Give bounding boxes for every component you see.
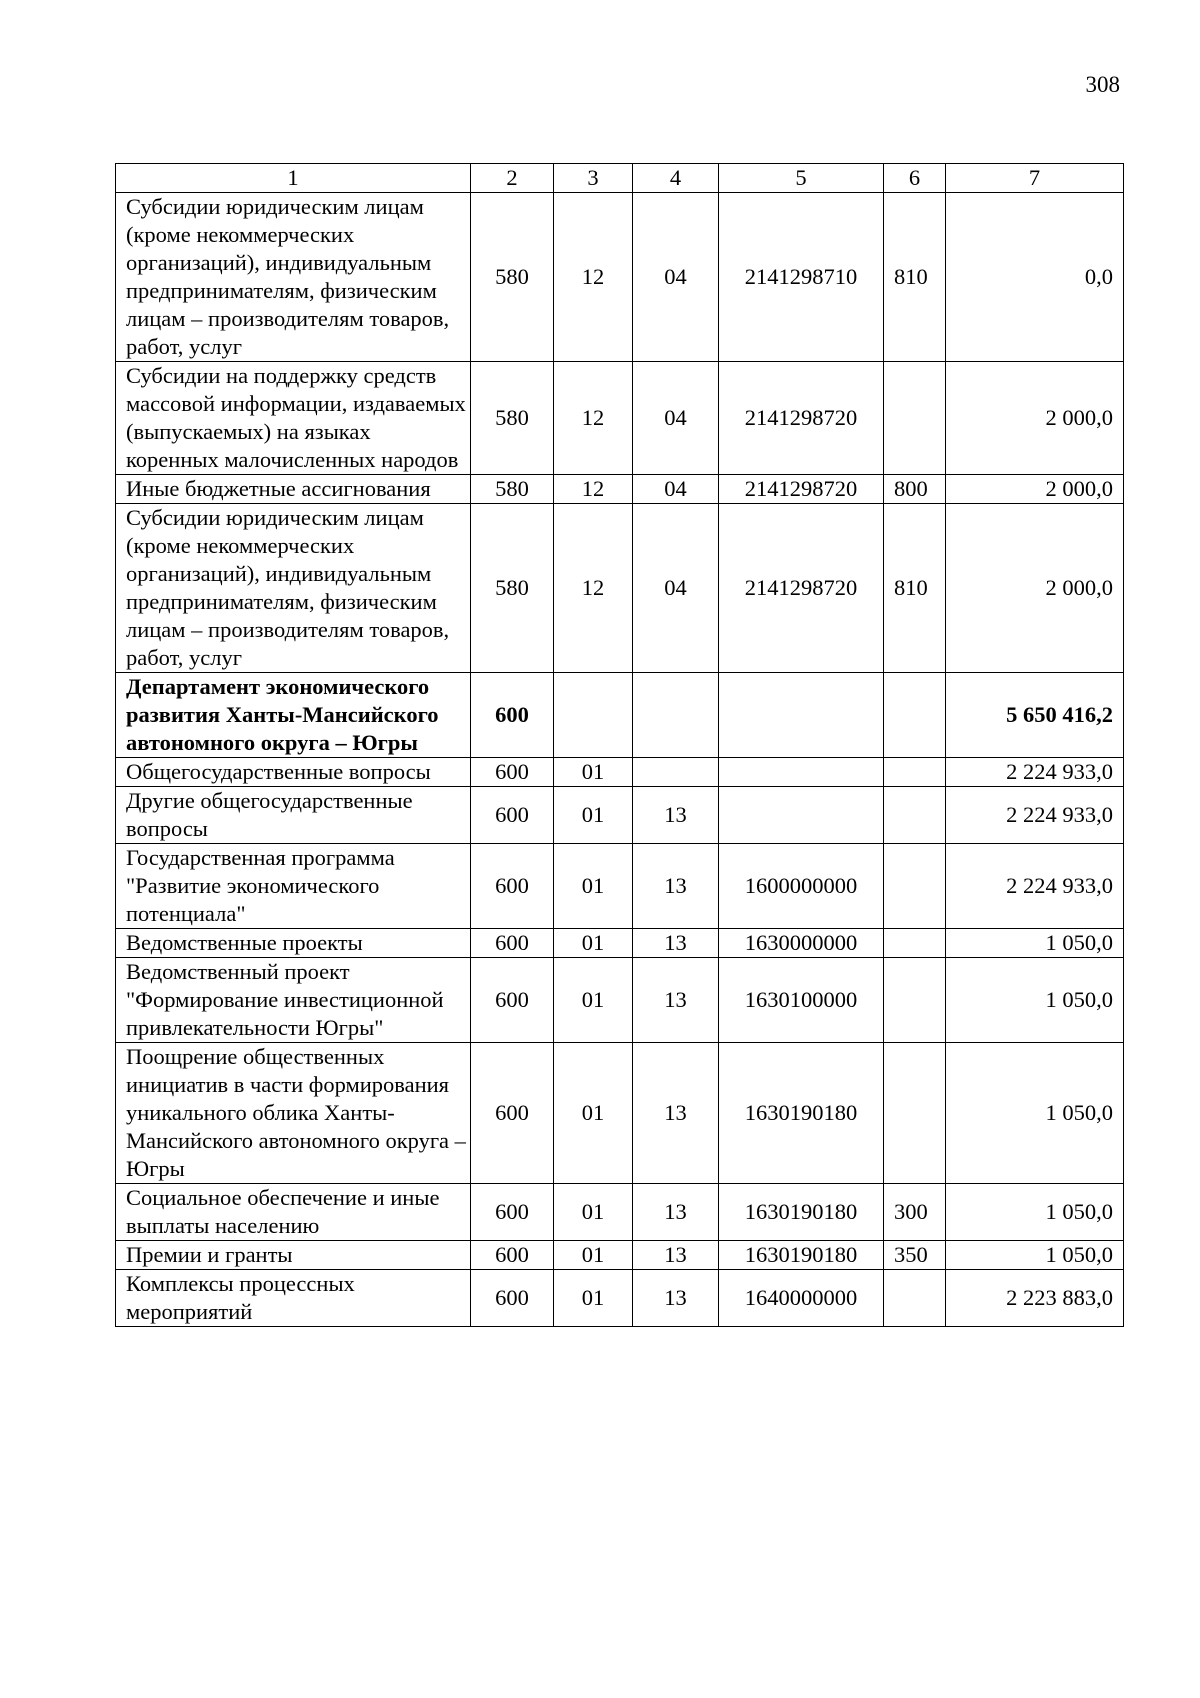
cell-col-6: 800 (884, 475, 946, 504)
cell-name: Департамент экономического развития Ханты-Мансийского автономного округа – Югры (116, 673, 471, 758)
table-row (116, 1184, 1124, 1241)
cell-col-3: 01 (554, 1043, 633, 1184)
cell-col-3 (554, 673, 633, 758)
cell-name: Ведомственные проекты (116, 929, 471, 958)
table-row (116, 673, 1124, 758)
cell-col-5: 1630190180 (719, 1043, 884, 1184)
header-col-2: 2 (471, 164, 554, 193)
cell-amount: 5 650 416,2 (946, 673, 1124, 758)
cell-col-3: 12 (554, 504, 633, 673)
cell-name: Субсидии юридическим лицам (кроме некоммерческих организаций), индивидуальным предпринимателям, физическим лицам – производителям товаров, работ, услуг (116, 504, 471, 673)
cell-col-3: 01 (554, 929, 633, 958)
page-number: 308 (1085, 72, 1120, 97)
table-row (116, 475, 1124, 504)
cell-col-2: 580 (471, 193, 554, 362)
cell-col-4 (633, 758, 719, 787)
cell-col-6 (884, 673, 946, 758)
cell-col-4: 13 (633, 958, 719, 1043)
table-row (116, 1270, 1124, 1327)
table-row (116, 504, 1124, 673)
cell-col-2: 600 (471, 844, 554, 929)
cell-name: Субсидии юридическим лицам (кроме некоммерческих организаций), индивидуальным предпринимателям, физическим лицам – производителям товаров, работ, услуг (116, 193, 471, 362)
cell-name: Социальное обеспечение и иные выплаты населению (116, 1184, 471, 1241)
cell-col-5: 1630100000 (719, 958, 884, 1043)
cell-col-3: 12 (554, 193, 633, 362)
cell-col-2: 600 (471, 758, 554, 787)
cell-col-4: 04 (633, 475, 719, 504)
table-row (116, 844, 1124, 929)
cell-col-6 (884, 929, 946, 958)
cell-amount: 1 050,0 (946, 929, 1124, 958)
table-row (116, 193, 1124, 362)
header-col-3: 3 (554, 164, 633, 193)
cell-col-2: 600 (471, 1270, 554, 1327)
table-row (116, 787, 1124, 844)
cell-col-5: 1630190180 (719, 1184, 884, 1241)
cell-col-3: 01 (554, 1184, 633, 1241)
cell-amount: 1 050,0 (946, 958, 1124, 1043)
table-row (116, 758, 1124, 787)
cell-name: Субсидии на поддержку средств массовой информации, издаваемых (выпускаемых) на языках коренных малочисленных народов (116, 362, 471, 475)
cell-col-3: 01 (554, 844, 633, 929)
table-header (116, 164, 1124, 193)
cell-col-2: 580 (471, 475, 554, 504)
cell-col-6 (884, 362, 946, 475)
cell-col-4: 13 (633, 1043, 719, 1184)
header-col-6: 6 (884, 164, 946, 193)
cell-col-4: 04 (633, 193, 719, 362)
cell-col-6: 810 (884, 504, 946, 673)
cell-col-3: 12 (554, 475, 633, 504)
cell-amount: 2 224 933,0 (946, 787, 1124, 844)
cell-amount: 2 000,0 (946, 362, 1124, 475)
cell-name: Ведомственный проект "Формирование инвестиционной привлекательности Югры" (116, 958, 471, 1043)
cell-col-4: 13 (633, 1184, 719, 1241)
cell-col-2: 600 (471, 1184, 554, 1241)
cell-col-3: 01 (554, 758, 633, 787)
cell-col-5 (719, 758, 884, 787)
cell-amount: 2 224 933,0 (946, 844, 1124, 929)
cell-col-2: 600 (471, 673, 554, 758)
header-col-4: 4 (633, 164, 719, 193)
cell-col-4: 04 (633, 504, 719, 673)
header-col-5: 5 (719, 164, 884, 193)
cell-name: Иные бюджетные ассигнования (116, 475, 471, 504)
cell-amount: 1 050,0 (946, 1043, 1124, 1184)
budget-table (115, 163, 1124, 1327)
cell-col-6: 810 (884, 193, 946, 362)
cell-col-2: 580 (471, 362, 554, 475)
cell-col-5: 2141298710 (719, 193, 884, 362)
cell-name: Государственная программа "Развитие экономического потенциала" (116, 844, 471, 929)
cell-col-4: 13 (633, 844, 719, 929)
cell-col-6: 300 (884, 1184, 946, 1241)
cell-col-5: 2141298720 (719, 362, 884, 475)
cell-col-4 (633, 673, 719, 758)
cell-col-6 (884, 1043, 946, 1184)
header-col-1: 1 (116, 164, 471, 193)
header-col-7: 7 (946, 164, 1124, 193)
table-row (116, 1043, 1124, 1184)
cell-amount: 0,0 (946, 193, 1124, 362)
cell-name: Комплексы процессных мероприятий (116, 1270, 471, 1327)
cell-name: Другие общегосударственные вопросы (116, 787, 471, 844)
table-body (116, 193, 1124, 1327)
cell-col-3: 01 (554, 958, 633, 1043)
header-row (116, 164, 1124, 193)
cell-col-2: 580 (471, 504, 554, 673)
cell-amount: 2 000,0 (946, 504, 1124, 673)
cell-col-5 (719, 787, 884, 844)
cell-col-5 (719, 673, 884, 758)
cell-amount: 2 223 883,0 (946, 1270, 1124, 1327)
table-row (116, 1241, 1124, 1270)
table-row (116, 362, 1124, 475)
cell-col-2: 600 (471, 787, 554, 844)
cell-col-5: 2141298720 (719, 504, 884, 673)
cell-name: Общегосударственные вопросы (116, 758, 471, 787)
cell-col-6 (884, 844, 946, 929)
cell-amount: 1 050,0 (946, 1241, 1124, 1270)
cell-col-4: 13 (633, 787, 719, 844)
cell-col-5: 1600000000 (719, 844, 884, 929)
cell-amount: 2 000,0 (946, 475, 1124, 504)
cell-col-4: 13 (633, 1241, 719, 1270)
cell-amount: 1 050,0 (946, 1184, 1124, 1241)
cell-col-2: 600 (471, 958, 554, 1043)
cell-col-5: 2141298720 (719, 475, 884, 504)
cell-col-6 (884, 787, 946, 844)
table-row (116, 929, 1124, 958)
cell-col-2: 600 (471, 929, 554, 958)
cell-col-3: 01 (554, 787, 633, 844)
cell-col-4: 13 (633, 1270, 719, 1327)
table-row (116, 958, 1124, 1043)
cell-col-3: 12 (554, 362, 633, 475)
cell-col-4: 13 (633, 929, 719, 958)
cell-col-2: 600 (471, 1043, 554, 1184)
cell-col-6 (884, 958, 946, 1043)
cell-col-3: 01 (554, 1241, 633, 1270)
cell-name: Поощрение общественных инициатив в части формирования уникального облика Ханты-Мансийского автономного округа – Югры (116, 1043, 471, 1184)
cell-col-6: 350 (884, 1241, 946, 1270)
cell-col-2: 600 (471, 1241, 554, 1270)
cell-col-6 (884, 1270, 946, 1327)
cell-amount: 2 224 933,0 (946, 758, 1124, 787)
cell-col-6 (884, 758, 946, 787)
cell-col-4: 04 (633, 362, 719, 475)
cell-col-5: 1640000000 (719, 1270, 884, 1327)
cell-col-5: 1630190180 (719, 1241, 884, 1270)
cell-name: Премии и гранты (116, 1241, 471, 1270)
cell-col-3: 01 (554, 1270, 633, 1327)
cell-col-5: 1630000000 (719, 929, 884, 958)
